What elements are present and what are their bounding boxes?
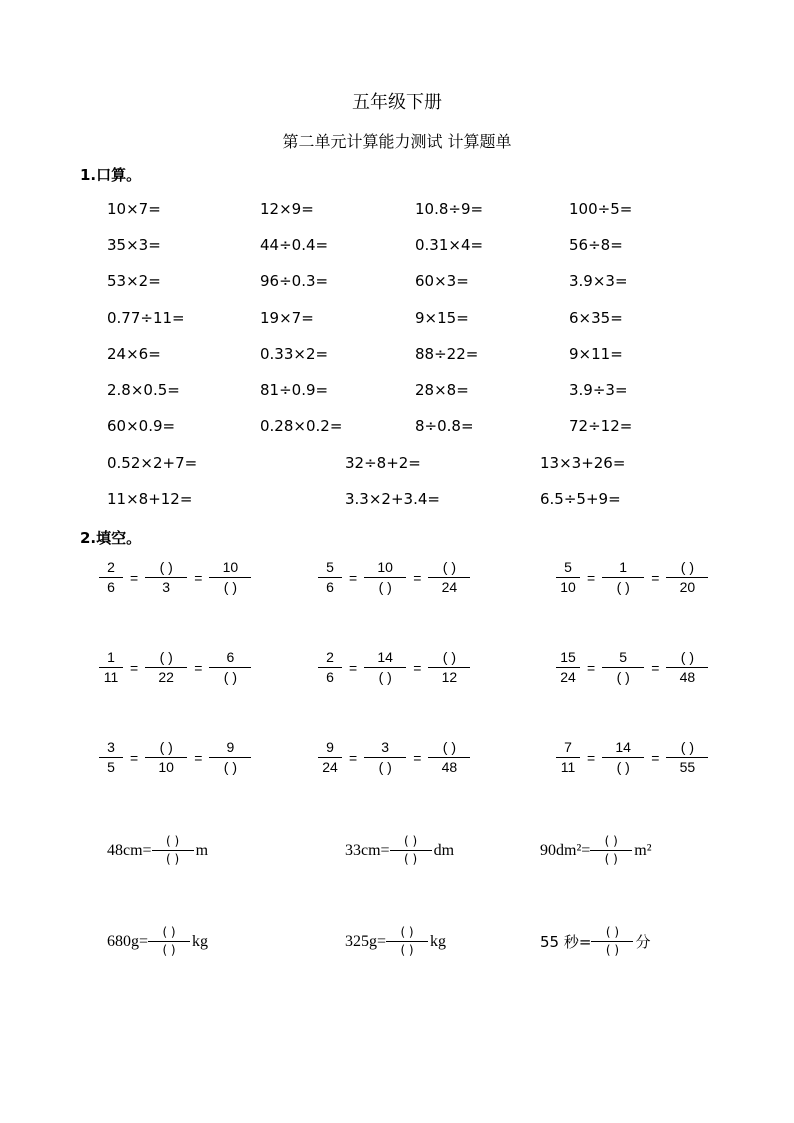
fraction-numerator: 5 — [556, 560, 580, 578]
equivalent-fraction-problem — [318, 560, 470, 595]
conversion-prefix: 90dm²= — [540, 841, 591, 859]
mental-math-problem: 60×0.9= — [107, 417, 176, 435]
fraction-numerator: ( ) — [145, 560, 187, 578]
unit-conversion-problem — [540, 835, 652, 866]
fraction-numerator: 1 — [602, 560, 644, 578]
mental-math-problem: 19×7= — [260, 309, 314, 327]
fraction-denominator: 12 — [441, 669, 458, 685]
conversion-prefix: 55 秒= — [540, 933, 592, 951]
conversion-unit: m² — [634, 841, 652, 859]
blank-fraction — [666, 650, 708, 685]
equals-sign: = — [587, 569, 596, 586]
blank-fraction — [145, 560, 187, 595]
fraction-denominator: 6 — [107, 579, 115, 595]
fraction-numerator: ( ) — [145, 650, 187, 668]
mental-math-problem: 3.9×3= — [569, 272, 628, 290]
blank-fraction — [428, 560, 470, 595]
fraction-denominator: 24 — [441, 579, 458, 595]
blank-fraction — [364, 740, 406, 775]
blank-fraction — [209, 740, 251, 775]
blank-fraction — [364, 560, 406, 595]
fraction-denominator: 10 — [560, 579, 576, 595]
blank-fraction — [364, 650, 406, 685]
fraction-numerator: ( ) — [666, 560, 708, 578]
given-fraction — [99, 560, 123, 595]
fraction-numerator: ( ) — [666, 650, 708, 668]
blank-fraction — [209, 650, 251, 685]
blank-fraction — [602, 650, 644, 685]
fraction-denominator: 6 — [326, 669, 334, 685]
given-fraction — [318, 650, 342, 685]
mental-math-problem: 44÷0.4= — [260, 236, 329, 254]
blank-fraction — [428, 740, 470, 775]
mental-math-problem: 88÷22= — [415, 345, 479, 363]
equals-sign: = — [194, 569, 203, 586]
unit-conversion-problem — [107, 926, 208, 957]
mental-math-problem: 8÷0.8= — [415, 417, 474, 435]
fraction-denominator: ( ) — [165, 852, 180, 866]
fraction-denominator: ( ) — [616, 579, 630, 595]
mental-math-problem: 6×35= — [569, 309, 623, 327]
mixed-operation-problem: 0.52×2+7= — [107, 454, 198, 472]
equals-sign: = — [651, 749, 660, 766]
equals-sign: = — [349, 569, 358, 586]
blank-fraction — [591, 926, 633, 957]
equals-sign: = — [413, 659, 422, 676]
equivalent-fraction-problem — [99, 560, 251, 595]
equals-sign: = — [194, 749, 203, 766]
blank-fraction — [666, 740, 708, 775]
blank-fraction — [602, 560, 644, 595]
mental-math-problem: 9×11= — [569, 345, 623, 363]
fraction-numerator: 5 — [318, 560, 342, 578]
blank-fraction — [148, 926, 190, 957]
fraction-numerator: 14 — [364, 650, 406, 668]
equals-sign: = — [413, 569, 422, 586]
fraction-denominator: 24 — [322, 759, 338, 775]
fraction-denominator: ( ) — [616, 759, 630, 775]
fraction-denominator: 10 — [158, 759, 174, 775]
mental-math-problem: 56÷8= — [569, 236, 623, 254]
equals-sign: = — [349, 749, 358, 766]
page-title: 五年级下册 — [352, 92, 442, 113]
fraction-denominator: 11 — [103, 669, 119, 685]
fraction-denominator: ( ) — [378, 669, 392, 685]
given-fraction — [556, 650, 580, 685]
fraction-numerator: 7 — [556, 740, 580, 758]
fraction-numerator: 1 — [99, 650, 123, 668]
given-fraction — [556, 560, 580, 595]
conversion-unit: 分 — [635, 933, 651, 951]
mental-math-problem: 35×3= — [107, 236, 161, 254]
blank-fraction — [145, 740, 187, 775]
conversion-prefix: 48cm= — [107, 841, 152, 859]
equals-sign: = — [194, 659, 203, 676]
fraction-numerator: ( ) — [145, 740, 187, 758]
fraction-numerator: 9 — [318, 740, 342, 758]
fraction-numerator: ( ) — [148, 926, 190, 942]
unit-conversion-problem — [345, 926, 446, 957]
equals-sign: = — [651, 659, 660, 676]
fraction-denominator: ( ) — [616, 669, 630, 685]
given-fraction — [318, 560, 342, 595]
given-fraction — [99, 740, 123, 775]
fraction-denominator: 5 — [107, 759, 115, 775]
mental-math-problem: 10×7= — [107, 200, 161, 218]
mental-math-problem: 81÷0.9= — [260, 381, 329, 399]
mental-math-problem: 0.31×4= — [415, 236, 484, 254]
fraction-numerator: 3 — [364, 740, 406, 758]
fraction-numerator: ( ) — [590, 835, 632, 851]
fraction-numerator: 2 — [99, 560, 123, 578]
conversion-prefix: 680g= — [107, 932, 149, 950]
fraction-numerator: 5 — [602, 650, 644, 668]
fraction-numerator: ( ) — [428, 650, 470, 668]
mental-math-problem: 96÷0.3= — [260, 272, 329, 290]
conversion-prefix: 33cm= — [345, 841, 390, 859]
fraction-numerator: 15 — [556, 650, 580, 668]
equals-sign: = — [587, 749, 596, 766]
page-subtitle: 第二单元计算能力测试 计算题单 — [282, 132, 512, 151]
mental-math-problem: 100÷5= — [569, 200, 633, 218]
mental-math-problem: 2.8×0.5= — [107, 381, 180, 399]
conversion-unit: m — [195, 841, 209, 859]
blank-fraction — [666, 560, 708, 595]
fraction-denominator: 6 — [326, 579, 334, 595]
fraction-denominator: 20 — [679, 579, 696, 595]
mental-math-problem: 28×8= — [415, 381, 469, 399]
fraction-numerator: 14 — [602, 740, 644, 758]
equivalent-fraction-problem — [99, 740, 251, 775]
fraction-denominator: ( ) — [604, 852, 618, 866]
blank-fraction — [428, 650, 470, 685]
mental-math-problem: 0.33×2= — [260, 345, 329, 363]
mental-math-problem: 9×15= — [415, 309, 469, 327]
fraction-denominator: ( ) — [400, 943, 414, 957]
fraction-numerator: ( ) — [666, 740, 708, 758]
equivalent-fraction-problem — [556, 650, 708, 685]
blank-fraction — [152, 835, 194, 866]
equals-sign: = — [130, 659, 139, 676]
fraction-numerator: ( ) — [428, 740, 470, 758]
mental-math-problem: 0.28×0.2= — [260, 417, 343, 435]
mental-math-problem: 0.77÷11= — [107, 309, 185, 327]
mixed-operation-problem: 11×8+12= — [107, 490, 193, 508]
fraction-denominator: 11 — [560, 759, 576, 775]
blank-fraction — [145, 650, 187, 685]
fraction-denominator: ( ) — [223, 759, 237, 775]
fraction-denominator: 48 — [679, 669, 696, 685]
mental-math-problem: 60×3= — [415, 272, 469, 290]
fraction-denominator: ( ) — [378, 759, 392, 775]
mixed-operation-problem: 32÷8+2= — [345, 454, 421, 472]
equals-sign: = — [130, 749, 139, 766]
mixed-operation-problem: 6.5÷5+9= — [540, 490, 621, 508]
fraction-denominator: ( ) — [162, 943, 176, 957]
equals-sign: = — [349, 659, 358, 676]
mental-math-problem: 12×9= — [260, 200, 314, 218]
fraction-numerator: 2 — [318, 650, 342, 668]
mental-math-problem: 3.9÷3= — [569, 381, 628, 399]
given-fraction — [99, 650, 123, 685]
conversion-unit: dm — [433, 841, 455, 859]
blank-fraction — [602, 740, 644, 775]
fraction-denominator: 3 — [162, 579, 171, 595]
mental-math-problem: 72÷12= — [569, 417, 633, 435]
blank-fraction — [390, 835, 432, 866]
unit-conversion-problem — [540, 926, 650, 957]
equivalent-fraction-problem — [318, 650, 470, 685]
fraction-numerator: ( ) — [386, 926, 428, 942]
section-2-heading: 2.填空。 — [80, 529, 142, 547]
blank-fraction — [590, 835, 632, 866]
conversion-unit: kg — [192, 932, 209, 950]
unit-conversion-problem — [345, 835, 454, 866]
mental-math-problem: 24×6= — [107, 345, 161, 363]
fraction-numerator: 9 — [209, 740, 251, 758]
section-1-heading: 1.口算。 — [80, 166, 142, 184]
fraction-denominator: ( ) — [378, 579, 392, 595]
fraction-denominator: 48 — [441, 759, 458, 775]
fraction-numerator: ( ) — [428, 560, 470, 578]
equals-sign: = — [651, 569, 660, 586]
conversion-unit: kg — [430, 932, 447, 950]
mental-math-problem: 10.8÷9= — [415, 200, 484, 218]
fraction-denominator: 24 — [560, 669, 576, 685]
equivalent-fraction-problem — [318, 740, 470, 775]
equivalent-fraction-problem — [99, 650, 251, 685]
fraction-denominator: ( ) — [403, 852, 418, 866]
fraction-numerator: ( ) — [591, 926, 633, 942]
blank-fraction — [386, 926, 428, 957]
equivalent-fraction-problem — [556, 740, 708, 775]
fraction-numerator: 10 — [364, 560, 406, 578]
fraction-denominator: ( ) — [605, 943, 620, 957]
equals-sign: = — [413, 749, 422, 766]
fraction-numerator: ( ) — [152, 835, 194, 851]
unit-conversion-problem — [107, 835, 208, 866]
fraction-numerator: 10 — [209, 560, 251, 578]
fraction-numerator: 6 — [209, 650, 251, 668]
fraction-denominator: 55 — [679, 759, 696, 775]
equivalent-fraction-problem — [556, 560, 708, 595]
mental-math-problem: 53×2= — [107, 272, 161, 290]
fraction-numerator: 3 — [99, 740, 123, 758]
conversion-prefix: 325g= — [345, 932, 387, 950]
equals-sign: = — [587, 659, 596, 676]
mixed-operation-problem: 13×3+26= — [540, 454, 626, 472]
fraction-denominator: 22 — [158, 669, 174, 685]
given-fraction — [556, 740, 580, 775]
blank-fraction — [209, 560, 251, 595]
equals-sign: = — [130, 569, 139, 586]
fraction-denominator: ( ) — [223, 669, 237, 685]
mixed-operation-problem: 3.3×2+3.4= — [345, 490, 440, 508]
fraction-numerator: ( ) — [390, 835, 432, 851]
fraction-denominator: ( ) — [223, 579, 237, 595]
given-fraction — [318, 740, 342, 775]
